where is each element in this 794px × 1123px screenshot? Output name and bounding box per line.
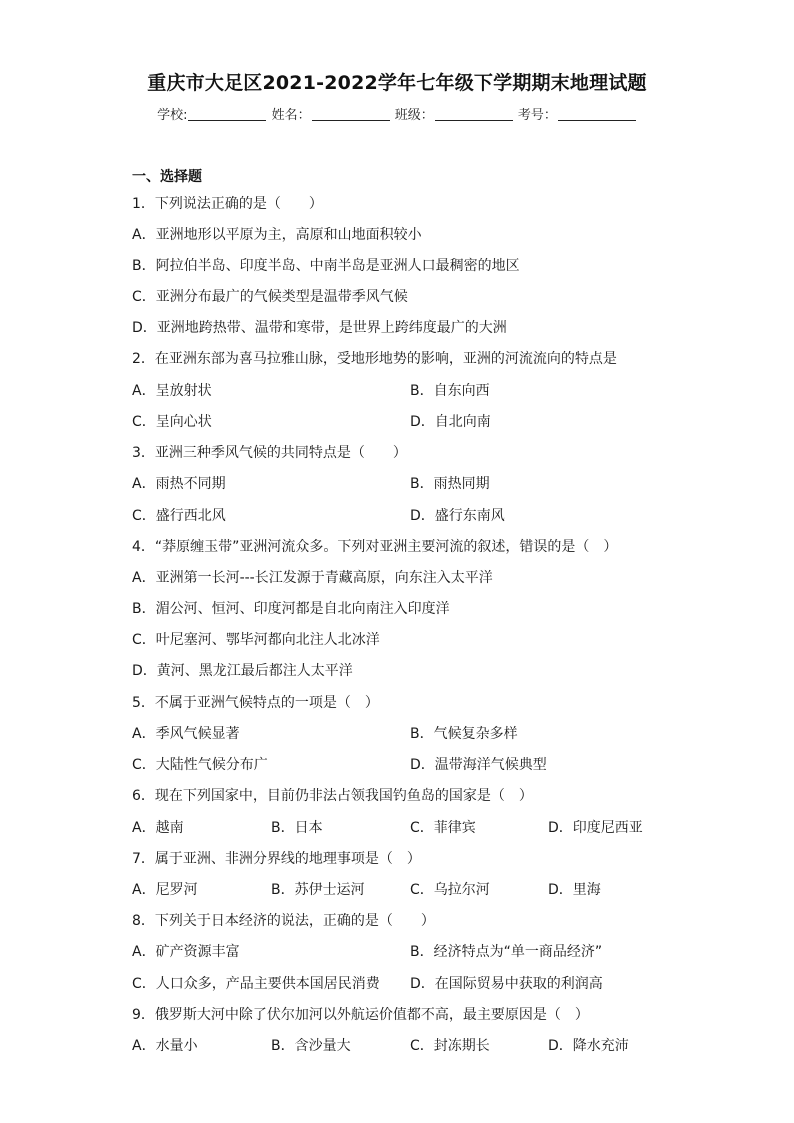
- option-b: B．日本: [271, 820, 323, 836]
- option-c: C．菲律宾: [410, 820, 476, 836]
- question-stem: 5．不属于亚洲气候特点的一项是（ ）: [132, 695, 379, 711]
- number-label: 考号：: [517, 108, 557, 123]
- option-d: D．亚洲地跨热带、温带和寒带，是世界上跨纬度最广的大洲: [132, 320, 507, 336]
- option-c: C．乌拉尔河: [410, 882, 490, 898]
- page-title: 重庆市大足区2021-2022学年七年级下学期期末地理试题: [147, 72, 647, 94]
- school-blank[interactable]: [188, 106, 266, 121]
- option-c: C．封冻期长: [410, 1038, 490, 1054]
- question-stem: 8．下列关于日本经济的说法，正确的是（ ）: [132, 913, 435, 929]
- student-info-line: [0, 104, 794, 123]
- name-blank[interactable]: [312, 106, 390, 121]
- option-a: A．亚洲地形以平原为主，高原和山地面积较小: [132, 227, 422, 243]
- option-a: A．越南: [132, 820, 184, 836]
- option-b: B．雨热同期: [410, 476, 490, 492]
- option-d: D．里海: [548, 882, 601, 898]
- option-a: A．呈放射状: [132, 383, 212, 399]
- option-c: C．人口众多，产品主要供本国居民消费: [132, 976, 380, 992]
- option-c: C．盛行西北风: [132, 508, 226, 524]
- question-stem: 7．属于亚洲、非洲分界线的地理事项是（ ）: [132, 851, 421, 867]
- class-label: 班级：: [394, 108, 434, 123]
- option-a: A．尼罗河: [132, 882, 198, 898]
- option-a: A．雨热不同期: [132, 476, 226, 492]
- option-d: D．盛行东南风: [410, 508, 505, 524]
- option-b: B．气候复杂多样: [410, 726, 518, 742]
- question-stem: 9．俄罗斯大河中除了伏尔加河以外航运价值都不高，最主要原因是（ ）: [132, 1007, 589, 1023]
- option-b: B．湄公河、恒河、印度河都是自北向南注入印度洋: [132, 601, 450, 617]
- name-label: 姓名：: [271, 108, 311, 123]
- option-b: B．经济特点为“单一商品经济”: [410, 944, 603, 960]
- option-d: D．印度尼西亚: [548, 820, 643, 836]
- option-c: C．叶尼塞河、鄂毕河都向北注人北冰洋: [132, 632, 380, 648]
- option-c: C．亚洲分布最广的气候类型是温带季风气候: [132, 289, 408, 305]
- question-stem: 4．“莽原缠玉带”亚洲河流众多。下列对亚洲主要河流的叙述，错误的是（ ）: [132, 539, 618, 555]
- option-b: B．含沙量大: [271, 1038, 351, 1054]
- option-b: B．苏伊士运河: [271, 882, 365, 898]
- option-a: A．亚洲第一长河---长江发源于青藏高原，向东注入太平洋: [132, 570, 493, 586]
- question-stem: 2．在亚洲东部为喜马拉雅山脉，受地形地势的影响，亚洲的河流流向的特点是: [132, 351, 617, 367]
- option-b: B．阿拉伯半岛、印度半岛、中南半岛是亚洲人口最稠密的地区: [132, 258, 520, 274]
- question-stem: 6．现在下列国家中，目前仍非法占领我国钓鱼岛的国家是（ ）: [132, 788, 533, 804]
- option-b: B．自东向西: [410, 383, 490, 399]
- option-d: D．自北向南: [410, 414, 491, 430]
- option-d: D．温带海洋气候典型: [410, 757, 547, 773]
- section-heading: 一、选择题: [132, 169, 202, 185]
- question-stem: 3．亚洲三种季风气候的共同特点是（ ）: [132, 445, 407, 461]
- option-d: D．黄河、黑龙江最后都注人太平洋: [132, 663, 353, 679]
- option-a: A．季风气候显著: [132, 726, 240, 742]
- option-c: C．呈向心状: [132, 414, 212, 430]
- number-blank[interactable]: [558, 106, 636, 121]
- question-stem: 1．下列说法正确的是（ ）: [132, 196, 323, 212]
- school-label: 学校:: [157, 108, 188, 123]
- option-a: A．水量小: [132, 1038, 198, 1054]
- class-blank[interactable]: [435, 106, 513, 121]
- option-c: C．大陆性气候分布广: [132, 757, 268, 773]
- option-a: A．矿产资源丰富: [132, 944, 240, 960]
- option-d: D．在国际贸易中获取的利润高: [410, 976, 603, 992]
- option-d: D．降水充沛: [548, 1038, 629, 1054]
